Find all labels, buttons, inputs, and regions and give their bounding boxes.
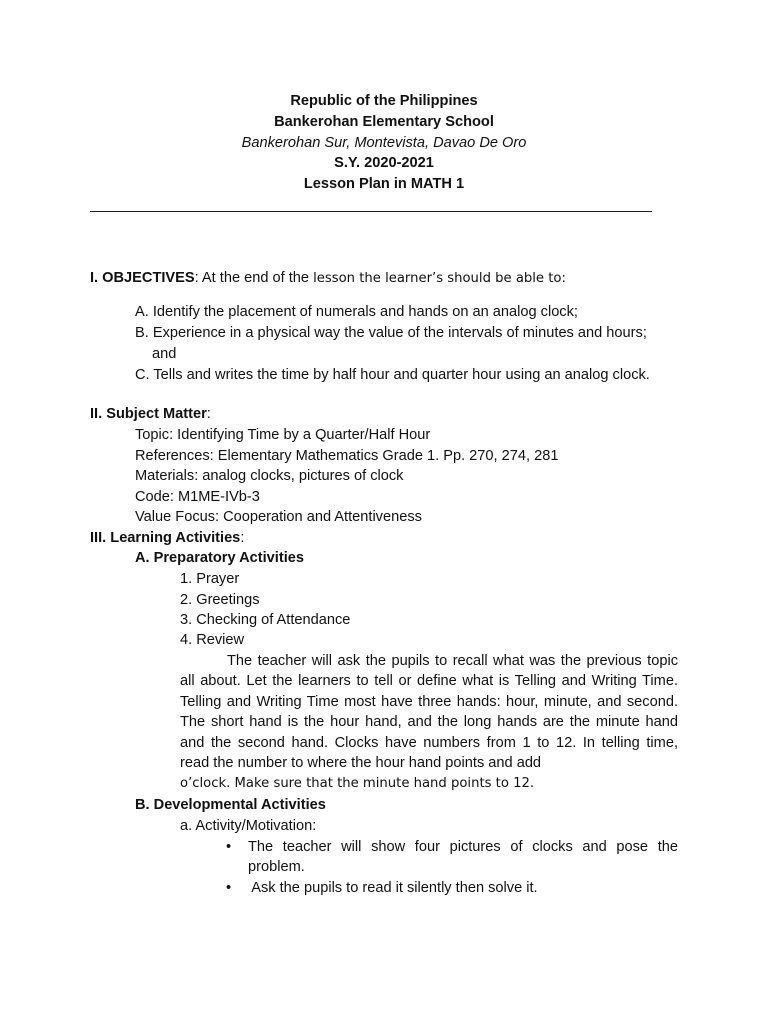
developmental-heading: B. Developmental Activities: [135, 797, 326, 813]
bullet-1: •: [226, 839, 232, 855]
review-paragraph: The teacher will ask the pupils to recall what was the previous topic all about. Let the learners to tell or define what is Telling and Writing Time. Telling and Writing Time most have three hands: hour, minute, and second. The short hand is the hour hand, and the long hands are the minute hand and the second hand. Clocks have numbers from 1 to 12. In telling time, read the number to where the hour hand points and add: [180, 653, 678, 772]
activity-motivation-label: a. Activity/Motivation:: [180, 818, 317, 834]
preparatory-item-greetings: 2. Greetings: [180, 592, 260, 608]
preparatory-item-attendance: 3. Checking of Attendance: [180, 612, 351, 628]
objective-item-b-cont: and: [152, 346, 177, 362]
preparatory-item-prayer: 1. Prayer: [180, 571, 240, 587]
learning-activities-line: [90, 528, 244, 548]
subject-topic: Topic: Identifying Time by a Quarter/Half Hour: [135, 427, 431, 443]
header-title: Lesson Plan in MATH 1: [303, 176, 465, 192]
header-school-year: S.Y. 2020-2021: [334, 155, 434, 171]
subject-matter-line: [90, 404, 211, 424]
objective-item-c: C. Tells and writes the time by half hour and quarter hour using an analog clock.: [135, 367, 650, 383]
header-school: Bankerohan Elementary School: [274, 114, 494, 130]
learning-activities-colon: :: [240, 530, 245, 546]
objectives-heading: I. OBJECTIVES: [90, 270, 195, 286]
header-country: Republic of the Philippines: [290, 93, 478, 109]
subject-materials: Materials: analog clocks, pictures of clock: [135, 468, 404, 484]
bullet-1-text: The teacher will show four pictures of clocks and pose the problem.: [248, 839, 678, 876]
header-divider: [90, 211, 652, 212]
header-address: Bankerohan Sur, Montevista, Davao De Oro: [241, 135, 527, 151]
subject-value-focus: Value Focus: Cooperation and Attentiveness: [135, 509, 422, 525]
learning-activities-heading: III. Learning Activities: [90, 530, 241, 546]
preparatory-heading: A. Preparatory Activities: [135, 550, 304, 566]
bullet-2: •: [226, 880, 232, 896]
objectives-line: [90, 268, 566, 289]
preparatory-item-review: 4. Review: [180, 632, 245, 648]
objectives-intro-b: lesson the learner’s should be able to:: [313, 271, 566, 286]
subject-code: Code: M1ME-IVb-3: [135, 489, 260, 505]
subject-matter-heading: II. Subject Matter: [90, 406, 207, 422]
objectives-intro-a: : At the end of the: [194, 270, 314, 286]
objective-item-b: B. Experience in a physical way the value of the intervals of minutes and hours;: [135, 325, 647, 341]
objective-item-a: A. Identify the placement of numerals and hands on an analog clock;: [135, 304, 578, 320]
subject-matter-colon: :: [206, 406, 211, 422]
review-paragraph-last-line: o’clock. Make sure that the minute hand points to 12.: [180, 776, 535, 791]
bullet-2-text: Ask the pupils to read it silently then solve it.: [248, 880, 538, 896]
subject-references: References: Elementary Mathematics Grade 1. Pp. 270, 274, 281: [135, 448, 559, 464]
